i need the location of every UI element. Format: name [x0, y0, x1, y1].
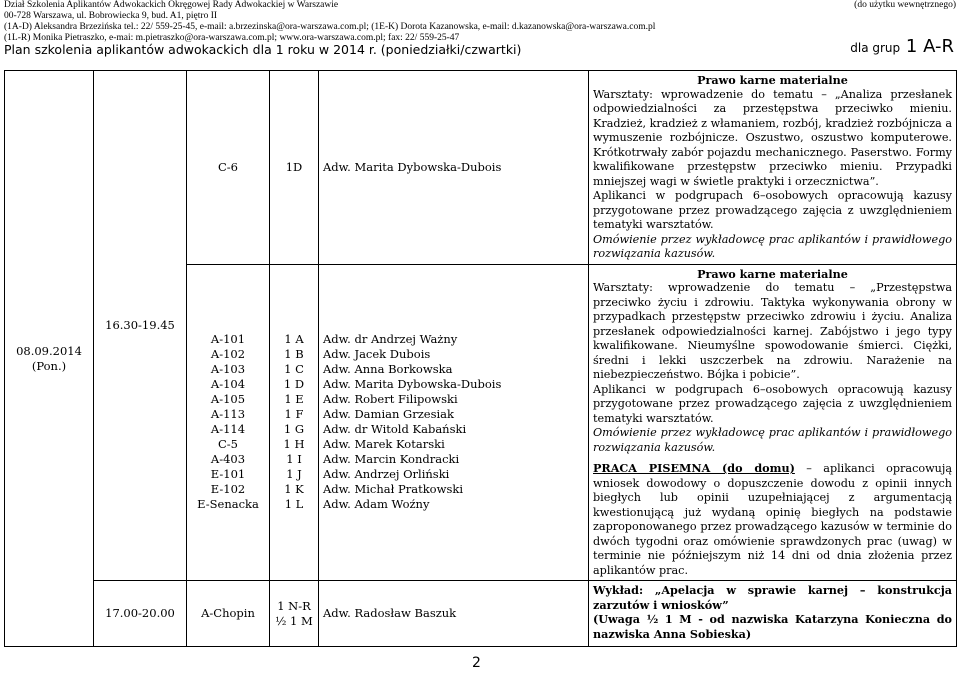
room-item: A-403 [210, 452, 246, 467]
description-cell [589, 71, 957, 265]
lecturer-item: Adw. Michał Pratkowski [323, 482, 463, 497]
header-line-2: 00-728 Warszawa, ul. Bobrowiecka 9, bud. A1, piętro II [4, 11, 218, 21]
group-item: 1 F [284, 407, 304, 422]
discussion-text: Omówienie przez wykładowcę prac aplikantów i prawidłowego rozwiązania kazusów. [593, 426, 952, 454]
lecturer-item: Adw. Jacek Dubois [323, 347, 431, 362]
room-item: A-104 [210, 377, 246, 392]
schedule-table [4, 70, 957, 647]
document-header [4, 0, 956, 44]
confidential-note: (do użytku wewnętrznego) [854, 0, 956, 10]
date: 08.09.2014 [16, 343, 82, 358]
lecturer-item: Adw. Damian Grzesiak [323, 407, 454, 422]
lecturer-item: Adw. Anna Borkowska [323, 362, 453, 377]
group-item: 1 E [284, 392, 304, 407]
group-name: 1 A-R [905, 36, 954, 57]
lecturer-item: Adw. dr Andrzej Ważny [323, 332, 458, 347]
lecturer-item: Adw. Marita Dybowska-Dubois [323, 377, 502, 392]
description-cell [589, 264, 957, 581]
discussion-text: Omówienie przez wykładowcę prac aplikantów i prawidłowego rozwiązania kazusów. [593, 232, 952, 260]
lecturers-list [319, 264, 589, 581]
group-item: 1 I [286, 452, 302, 467]
lecture-title: Wykład: „Apelacja w sprawie karnej – konstrukcja zarzutów i wniosków” [593, 583, 952, 612]
subject-heading: Prawo karne materialne [697, 266, 848, 281]
time-cell: 16.30-19.45 [94, 71, 187, 581]
group-item: 1 C [284, 362, 304, 377]
room-item: A-102 [210, 347, 246, 362]
task-text: Aplikanci w podgrupach 6–osobowych opracowują kazusy przygotowane przez prowadzącego zajęcia z uwzględnieniem tematyki warsztatów. [593, 189, 952, 231]
workshop-text: Warsztaty: wprowadzenie do tematu – „Przestępstwa przeciwko życiu i zdrowiu. Taktyka wykonywania obrony w przypadkach przestępstw przeciwko zdrowiu i życiu. Analiza przesłanek odpowiedzialności karnej. Zabójstwo i jego typy kwalifikowane. Nieumyślne spowodowanie śmierci. Ciężki, średni i lekki uszczerbek na zdrowiu. Narażenie na niebezpieczeństwo. Bójka i pobicie”. [593, 281, 952, 381]
header-line-1: Dział Szkolenia Aplikantów Adwokackich Okręgowej Rady Adwokackiej w Warszawie [4, 0, 339, 10]
lecture-note: (Uwaga ½ 1 M - od nazwiska Katarzyna Konieczna do nazwiska Anna Sobieska) [593, 612, 952, 641]
lecturer-item: Adw. Robert Filipowski [323, 392, 458, 407]
group-item: 1 G [283, 422, 305, 437]
group-item: 1 B [284, 347, 304, 362]
page-number: 2 [472, 655, 481, 671]
written-label: PRACA PISEMNA (do domu) [593, 461, 795, 475]
group-item: 1 L [284, 497, 304, 512]
group-item: 1 D [283, 377, 305, 392]
group-cell: 1D [270, 71, 319, 265]
written-text: – aplikanci opracowują wniosek dowodowy o dopuszczenie dowodu z opinii innych biegłych lub opinii uzupełniającej z argumentacją kwestionującą już wydaną opinię biegłych na podstawie zaproponowanego przez prowadzącego kazusów w terminie do dwóch tygodni oraz omówienie sprawdzonych prac (uwag) w terminie nie późniejszym niż 14 dni od dnia złożenia przez aplikantów prac. [593, 462, 952, 577]
group-item: ½ 1 M [275, 613, 313, 628]
lecturer-item: Adw. Adam Woźny [323, 497, 430, 512]
room-item: C-5 [217, 437, 238, 452]
room-cell: A-Chopin [187, 581, 270, 647]
room-item: A-103 [210, 362, 246, 377]
group-item: 1 H [283, 437, 305, 452]
room-item: A-101 [210, 332, 246, 347]
plan-title: Plan szkolenia aplikantów adwokackich dla 1 roku w 2014 r. (poniedziałki/czwartki) [4, 42, 522, 57]
room-item: A-114 [210, 422, 246, 437]
time-cell: 17.00-20.00 [94, 581, 187, 647]
groups-list [270, 264, 319, 581]
group-item: 1 J [286, 467, 302, 482]
room-item: E-Senacka [197, 497, 259, 512]
lecturer-item: Adw. Marek Kotarski [323, 437, 445, 452]
lecturer-cell: Adw. Marita Dybowska-Dubois [319, 71, 589, 265]
header-line-3: (1A-D) Aleksandra Brzezińska tel.: 22/ 559-25-45, e-mail: a.brzezinska@ora-warszawa.com.pl; (1E-K) Dorota Kazanowska, e-mail: d.kazanowska@ora-warszawa.com.pl [4, 22, 656, 32]
group-item: 1 K [284, 482, 304, 497]
subject-heading: Prawo karne materialne [697, 73, 848, 87]
room-item: A-113 [210, 407, 246, 422]
date-cell [5, 71, 94, 647]
group-cell [270, 581, 319, 647]
workshop-text: Warsztaty: wprowadzenie do tematu – „Analiza przesłanek odpowiedzialności za przestępstwa przeciwko mieniu. Kradzież, kradzież z włamaniem, rozbój, kradzież rozbójnicza a wymuszenie rozbójnicze. Oszustwo, oszustwo komputerowe. Krótkotrwały zabór pojazdu mechanicznego. Paserstwo. Formy kwalifikowane przestępstw przeciwko mieniu. Przypadki mniejszej wagi w świetle praktyki i orzecznictwa”. [593, 87, 953, 188]
room-item: A-105 [210, 392, 246, 407]
room-item: E-102 [210, 482, 246, 497]
lecturer-item: Adw. dr Witold Kabański [323, 422, 467, 437]
room-cell: C-6 [187, 71, 270, 265]
table-row [5, 71, 957, 265]
lecturer-item: Adw. Marcin Kondracki [323, 452, 460, 467]
group-item: 1 A [284, 332, 304, 347]
table-row [5, 581, 957, 647]
room-item: E-101 [210, 467, 246, 482]
task-text: Aplikanci w podgrupach 6–osobowych opracowują kazusy przygotowane przez prowadzącego zajęcia z uwzględnieniem tematyki warsztatów. [593, 382, 952, 425]
rooms-list [187, 264, 270, 581]
header-line-4: (1L-R) Monika Pietraszko, e-mai: m.pietraszko@ora-warszawa.com.pl; www.ora-warszawa.com.pl; fax: 22/ 559-25-47 [4, 33, 460, 43]
description-cell [589, 581, 957, 647]
written-assignment [593, 461, 952, 578]
group-item: 1 N-R [277, 598, 311, 613]
group-prefix: dla grup [850, 41, 901, 55]
group-label [850, 36, 954, 57]
day: (Pon.) [31, 358, 67, 373]
lecturer-item: Adw. Andrzej Orliński [323, 467, 450, 482]
lecturer-cell: Adw. Radosław Baszuk [319, 581, 589, 647]
